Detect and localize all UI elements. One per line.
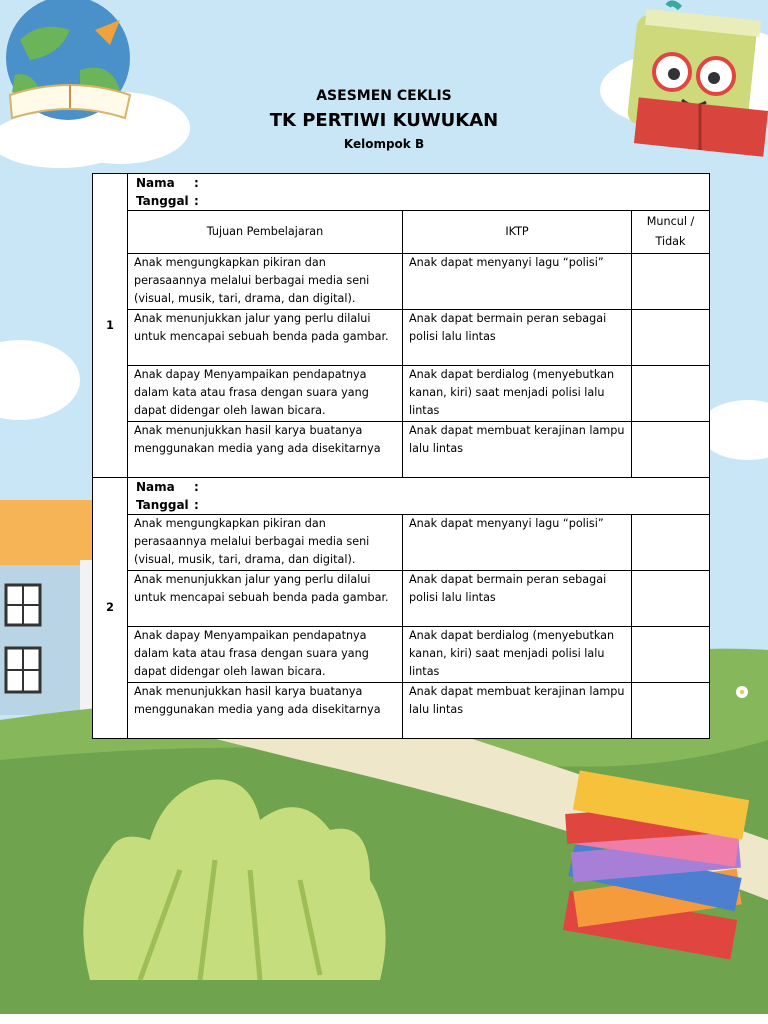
- tanggal-label: Tanggal: [136, 194, 189, 208]
- tujuan-cell: Anak menunjukkan hasil karya buatanya menggunakan media yang ada disekitarnya: [128, 683, 403, 739]
- nama-colon: :: [194, 480, 199, 494]
- table-row: [93, 254, 710, 310]
- iktp-cell: Anak dapat berdialog (menyebutkan kanan, kiri) saat menjadi polisi lalu lintas: [403, 627, 632, 683]
- iktp-cell: Anak dapat membuat kerajinan lampu lalu lintas: [403, 683, 632, 739]
- iktp-cell: Anak dapat bermain peran sebagai polisi lalu lintas: [403, 571, 632, 627]
- muncul-cell[interactable]: [632, 571, 710, 627]
- iktp-cell: Anak dapat berdialog (menyebutkan kanan, kiri) saat menjadi polisi lalu lintas: [403, 366, 632, 422]
- group-2-meta-row: [93, 478, 710, 515]
- column-header-row: [93, 211, 710, 254]
- nama-label: Nama: [136, 176, 175, 190]
- tanggal-colon: :: [194, 498, 199, 512]
- iktp-cell: Anak dapat menyanyi lagu “polisi”: [403, 254, 632, 310]
- muncul-cell[interactable]: [632, 422, 710, 478]
- group-subtitle: Kelompok B: [343, 137, 425, 151]
- assessment-type-heading: ASESMEN CEKLIS: [316, 88, 452, 104]
- tujuan-cell: Anak dapay Menyampaikan pendapatnya dalam kata atau frasa dengan suara yang dapat didengar oleh lawan bicara.: [128, 366, 403, 422]
- col-header-tujuan: Tujuan Pembelajaran: [128, 211, 403, 254]
- muncul-cell[interactable]: [632, 366, 710, 422]
- muncul-cell[interactable]: [632, 683, 710, 739]
- student-meta: [128, 174, 710, 211]
- tujuan-cell: Anak dapay Menyampaikan pendapatnya dalam kata atau frasa dengan suara yang dapat didengar oleh lawan bicara.: [128, 627, 403, 683]
- iktp-cell: Anak dapat bermain peran sebagai polisi lalu lintas: [403, 310, 632, 366]
- house-icon: [0, 500, 95, 715]
- tujuan-cell: Anak menunjukkan jalur yang perlu dilalui untuk mencapai sebuah benda pada gambar.: [128, 571, 403, 627]
- table-row: [93, 422, 710, 478]
- book-stack-icon: [563, 770, 749, 959]
- nama-label: Nama: [136, 480, 175, 494]
- checklist-table: [92, 173, 710, 739]
- muncul-cell[interactable]: [632, 310, 710, 366]
- table-row: [93, 571, 710, 627]
- school-name-title: TK PERTIWI KUWUKAN: [269, 110, 499, 131]
- tujuan-cell: Anak mengungkapkan pikiran dan perasaannya melalui berbagai media seni (visual, musik, tari, drama, dan digital).: [128, 254, 403, 310]
- muncul-cell[interactable]: [632, 254, 710, 310]
- table-row: [93, 627, 710, 683]
- col-header-muncul: Muncul / Tidak: [632, 211, 710, 254]
- iktp-cell: Anak dapat menyanyi lagu “polisi”: [403, 515, 632, 571]
- group-number: 2: [93, 478, 128, 739]
- col-header-iktp: IKTP: [403, 211, 632, 254]
- group-1-meta-row: [93, 174, 710, 211]
- table-row: [93, 366, 710, 422]
- tanggal-label: Tanggal: [136, 498, 189, 512]
- table-row: [93, 310, 710, 366]
- group-number: 1: [93, 174, 128, 478]
- table-row: [93, 683, 710, 739]
- tujuan-cell: Anak menunjukkan jalur yang perlu dilalui untuk mencapai sebuah benda pada gambar.: [128, 310, 403, 366]
- nama-colon: :: [194, 176, 199, 190]
- muncul-cell[interactable]: [632, 515, 710, 571]
- iktp-cell: Anak dapat membuat kerajinan lampu lalu lintas: [403, 422, 632, 478]
- tanggal-colon: :: [194, 194, 199, 208]
- tujuan-cell: Anak menunjukkan hasil karya buatanya menggunakan media yang ada disekitarnya: [128, 422, 403, 478]
- student-meta: [128, 478, 710, 515]
- tujuan-cell: Anak mengungkapkan pikiran dan perasaannya melalui berbagai media seni (visual, musik, tari, drama, dan digital).: [128, 515, 403, 571]
- table-row: [93, 515, 710, 571]
- muncul-cell[interactable]: [632, 627, 710, 683]
